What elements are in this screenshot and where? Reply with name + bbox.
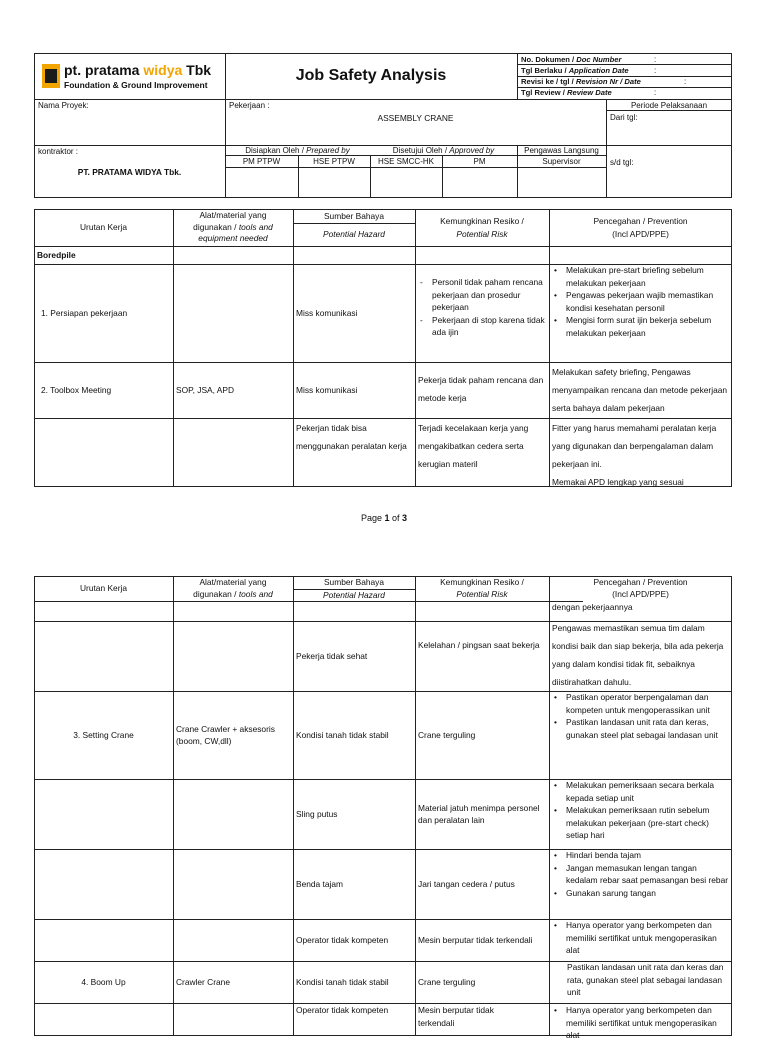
until-date-label: s/d tgl: <box>610 158 634 167</box>
header-tools: Alat/material yang digunakan / tools and equipment needed <box>193 210 273 243</box>
tools-cell: Crane Crawler + aksesoris (boom, CW,dll) <box>176 723 275 746</box>
sign-col-hse-ptpw: HSE PTPW <box>313 157 355 166</box>
prevention-cell: Melakukan safety briefing, Pengawas menyampaikan rencana dan metode pekerjaan serta bahaya dalam pekerjaan <box>552 367 728 413</box>
tools-cell: Crawler Crane <box>176 976 230 987</box>
header-prevention: Pencegahan / Prevention (Incl APD/PPE) <box>593 577 688 599</box>
prevention-cell: • Melakukan pre-start briefing sebelum melakukan pekerjaan • Pengawas pekerjaan wajib memastikan kondisi kesehatan personil • Mengisi form surat ijin bekerja sebelum melakukan pekerjaan <box>549 264 732 339</box>
prevention-cell: • Hanya operator yang berkompeten dan memiliki sertifikat untuk mengoperasikan alat <box>549 919 732 957</box>
project-label: Nama Proyek: <box>38 101 89 110</box>
header-prevention: Pencegahan / Prevention (Incl APD/PPE) <box>593 216 688 239</box>
header-risk: Kemungkinan Resiko / Potential Risk <box>440 216 524 239</box>
step-cell: 3. Setting Crane <box>73 729 134 740</box>
tools-cell: SOP, JSA, APD <box>176 384 235 395</box>
prevention-cell: • Pastikan operator berpengalaman dan kompeten untuk mengoperassikan unit • Pastikan landasan unit rata dan keras, gunakan steel plat sebagai landasan unit <box>549 691 732 741</box>
hazard-cell: Operator tidak kompeten <box>296 934 389 945</box>
meta-application-date: Tgl Berlaku / Application Date <box>521 66 629 75</box>
approved-by-label: Disetujui Oleh / Approved by <box>392 146 495 155</box>
sign-col-hse-smcc: HSE SMCC-HK <box>377 157 434 166</box>
prevention-cell: • Hanya operator yang berkompeten dan memiliki sertifikat untuk mengoperasikan alat <box>549 1004 732 1042</box>
prevention-cell: • Hindari benda tajam • Jangan memasukan lengan tangan kedalam rebar saat pemasangan besi rebar • Gunakan sarung tangan <box>549 849 732 899</box>
header-hazard: Sumber Bahaya <box>323 577 385 587</box>
hazard-cell: Miss komunikasi <box>296 307 358 318</box>
sign-col-pm-ptpw: PM PTPW <box>242 157 281 166</box>
prevention-continuation: dengan pekerjaannya <box>552 602 633 612</box>
step-cell: 4. Boom Up <box>81 976 126 987</box>
prevention-cell: Pastikan landasan unit rata dan keras dan rata, gunakan steel plat sebagai landasan unit <box>567 962 724 997</box>
header-hazard: Sumber Bahaya <box>323 211 385 221</box>
risk-cell: - Personil tidak paham rencana pekerjaan dan prosedur pekerjaan - Pekerjaan di stop karena tidak ada ijin <box>415 276 549 339</box>
header-tools: Alat/material yang digunakan / tools and <box>193 577 273 599</box>
header-hazard-en: Potential Hazard <box>323 590 385 600</box>
company-logo-icon <box>42 64 60 88</box>
from-date-label: Dari tgl: <box>610 113 638 122</box>
meta-revision: Revisi ke / tgl / Revision Nr / Date <box>521 77 641 86</box>
hazard-cell: Pekerjan tidak bisa menggunakan peralatan kerja <box>296 423 407 451</box>
risk-cell: Crane terguling <box>418 729 476 740</box>
risk-cell: Material jatuh menimpa personel dan peralatan lain <box>418 802 540 825</box>
step-cell: 1. Persiapan pekerjaan <box>41 307 128 318</box>
prevention-cell: Pengawas memastikan semua tim dalam kondisi baik dan siap bekerja, bila ada pekerja yang dalam kondisi tidak fit, sebaiknya diistirahatkan dahulu. <box>552 623 724 687</box>
meta-review-date: Tgl Review / Review Date <box>521 88 612 97</box>
meta-doc-number: No. Dokumen / Doc Number <box>521 55 622 64</box>
header-step: Urutan Kerja <box>79 583 127 594</box>
hazard-cell: Pekerja tidak sehat <box>296 650 368 661</box>
supervisor-label: Pengawas Langsung <box>524 146 599 155</box>
hazard-cell: Sling putus <box>296 808 338 819</box>
sign-col-supervisor: Supervisor <box>542 157 581 166</box>
hazard-cell: Benda tajam <box>296 878 344 889</box>
hazard-cell: Kondisi tanah tidak stabil <box>296 729 389 740</box>
risk-cell: Jari tangan cedera / putus <box>418 878 515 889</box>
company-tagline: Foundation & Ground Improvement <box>64 80 208 90</box>
prevention-cell: Fitter yang harus memahami peralatan kerja yang digunakan dan berpengalaman dalam pekerjaan ini. Memakai APD lengkap yang sesuai <box>552 423 717 487</box>
header-hazard-en: Potential Hazard <box>323 229 385 239</box>
risk-cell: Kelelahan / pingsan saat bekerja <box>418 640 540 650</box>
contractor-value: PT. PRATAMA WIDYA Tbk. <box>77 167 182 177</box>
header-risk: Kemungkinan Resiko / Potential Risk <box>440 577 524 599</box>
hazard-cell: Operator tidak kompeten <box>296 1005 389 1015</box>
hazard-cell: Miss komunikasi <box>296 384 358 395</box>
step-cell: 2. Toolbox Meeting <box>41 384 112 395</box>
company-name: pt. pratama widya Tbk <box>64 62 212 78</box>
period-label: Periode Pelaksanaan <box>630 101 708 110</box>
risk-cell: Pekerja tidak paham rencana dan metode kerja <box>418 375 544 403</box>
prepared-by-label: Disiapkan Oleh / Prepared by <box>245 146 350 155</box>
document-title: Job Safety Analysis <box>295 67 447 84</box>
hazard-cell: Kondisi tanah tidak stabil <box>296 976 389 987</box>
contractor-label: kontraktor : <box>38 147 79 156</box>
section-label: Boredpile <box>37 249 76 260</box>
risk-cell: Mesin berputar tidak terkendali <box>418 934 533 945</box>
risk-cell: Mesin berputar tidak terkendali <box>418 1005 494 1028</box>
prevention-cell: • Melakukan pemeriksaan secara berkala kepada setiap unit • Melakukan pemeriksaan rutin sebelum melakukan pekerjaan (pre-start check) setiap hari <box>549 779 732 842</box>
risk-cell: Crane terguling <box>418 976 476 987</box>
work-value: ASSEMBLY CRANE <box>377 113 454 123</box>
header-step: Urutan Kerja <box>79 222 127 233</box>
work-label: Pekerjaan : <box>229 101 270 110</box>
page-number: Page 1 of 3 <box>360 513 408 523</box>
sign-col-pm: PM <box>473 157 486 166</box>
risk-cell: Terjadi kecelakaan kerja yang mengakibatkan cedera serta kerugian materil <box>418 423 529 469</box>
